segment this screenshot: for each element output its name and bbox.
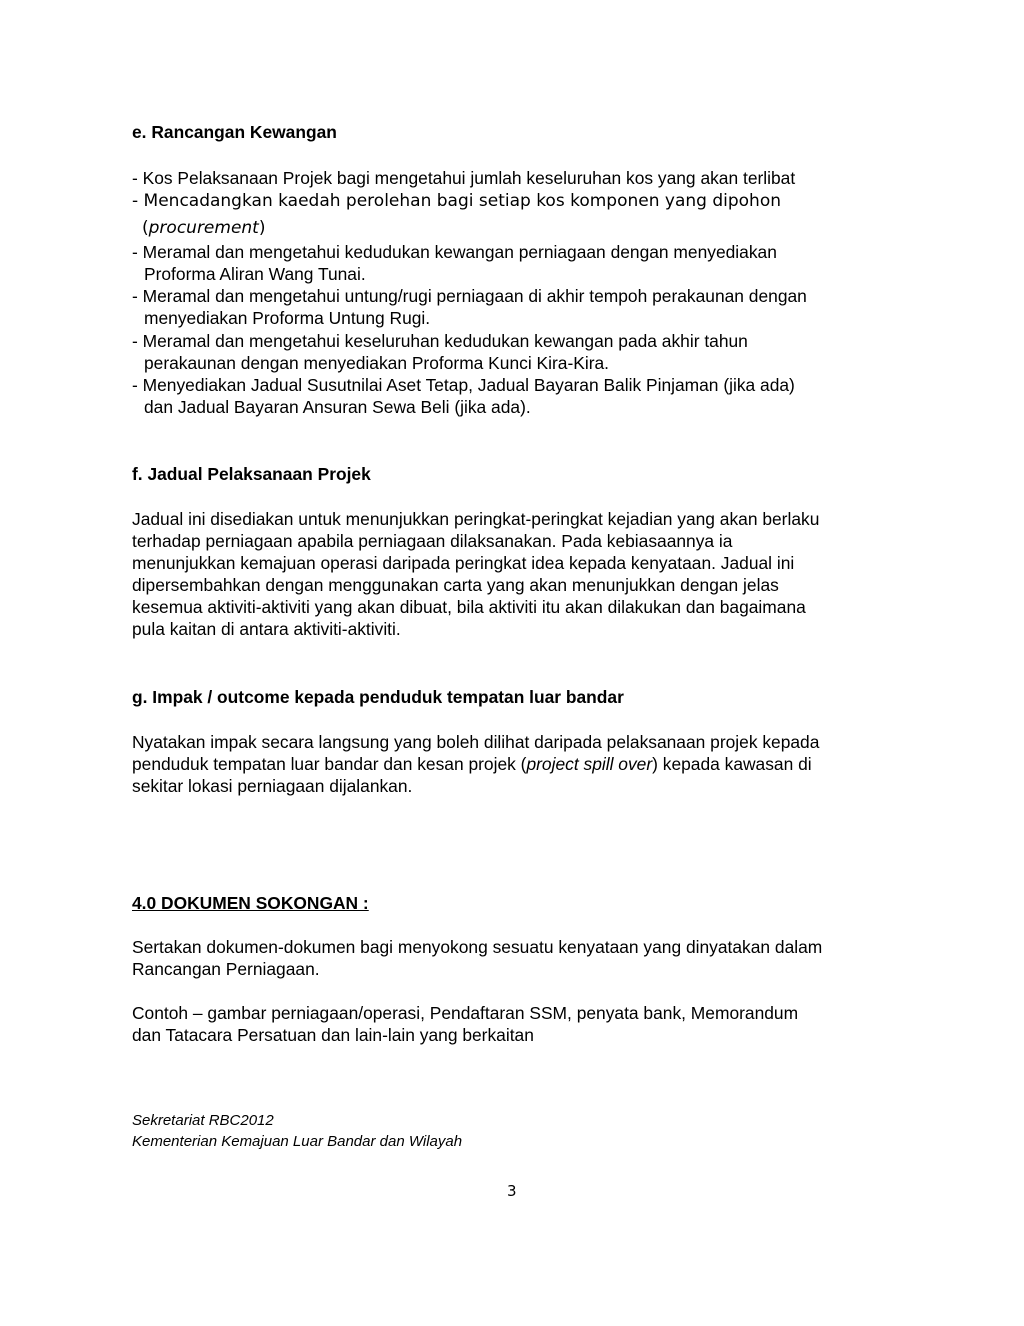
section-f-line: Jadual ini disediakan untuk menunjukkan peringkat-peringkat kejadian yang akan berlaku xyxy=(132,509,820,529)
section-4-heading: 4.0 DOKUMEN SOKONGAN : xyxy=(132,893,369,913)
section-e-line: - Mencadangkan kaedah perolehan bagi setiap kos komponen yang dipohon xyxy=(132,191,781,211)
section-g-line: Nyatakan impak secara langsung yang boleh dilihat daripada pelaksanaan projek kepada xyxy=(132,732,820,752)
section-e-heading: e. Rancangan Kewangan xyxy=(132,122,337,142)
section-e-line: menyediakan Proforma Untung Rugi. xyxy=(144,308,431,328)
section-4-line: Rancangan Perniagaan. xyxy=(132,959,320,979)
section-f-heading: f. Jadual Pelaksanaan Projek xyxy=(132,464,371,484)
section-e-line: - Meramal dan mengetahui keseluruhan kedudukan kewangan pada akhir tahun xyxy=(132,331,748,351)
section-f-line: dipersembahkan dengan menggunakan carta yang akan menunjukkan dengan jelas xyxy=(132,575,779,595)
section-f-line: menunjukkan kemajuan operasi daripada peringkat idea kepada kenyataan. Jadual ini xyxy=(132,553,795,573)
paren-close: ) xyxy=(258,218,266,238)
section-f-line: pula kaitan di antara aktiviti-aktiviti. xyxy=(132,619,401,639)
page-number: 3 xyxy=(507,1182,517,1200)
section-e-line: dan Jadual Bayaran Ansuran Sewa Beli (jika ada). xyxy=(144,397,531,417)
section-g-line: sekitar lokasi perniagaan dijalankan. xyxy=(132,776,413,796)
section-f-line: kesemua aktiviti-aktiviti yang akan dibuat, bila aktiviti itu akan dilakukan dan bagaimana xyxy=(132,597,806,617)
section-f-line: terhadap perniagaan apabila perniagaan dilaksanakan. Pada kebiasaannya ia xyxy=(132,531,733,551)
section-e-line: - Kos Pelaksanaan Projek bagi mengetahui jumlah keseluruhan kos yang akan terlibat xyxy=(132,168,796,188)
section-4-line: Contoh – gambar perniagaan/operasi, Pendaftaran SSM, penyata bank, Memorandum xyxy=(132,1003,799,1023)
section-g-line xyxy=(132,753,812,775)
section-4-line: dan Tatacara Persatuan dan lain-lain yang berkaitan xyxy=(132,1025,534,1045)
section-e-line: Proforma Aliran Wang Tunai. xyxy=(144,264,366,284)
text-run: ) kepada kawasan di xyxy=(652,754,812,774)
section-e-line: - Meramal dan mengetahui untung/rugi perniagaan di akhir tempoh perakaunan dengan xyxy=(132,286,807,306)
section-4-line: Sertakan dokumen-dokumen bagi menyokong sesuatu kenyataan yang dinyatakan dalam xyxy=(132,937,823,957)
footer-ministry: Kementerian Kemajuan Luar Bandar dan Wilayah xyxy=(132,1133,463,1150)
spill-over-term: project spill over xyxy=(526,754,653,774)
section-g-heading: g. Impak / outcome kepada penduduk tempatan luar bandar xyxy=(132,687,624,707)
paren-open: ( xyxy=(142,218,149,238)
section-e-line: perakaunan dengan menyediakan Proforma Kunci Kira-Kira. xyxy=(144,353,609,373)
text-run: penduduk tempatan luar bandar dan kesan projek ( xyxy=(132,754,527,774)
section-e-line: - Meramal dan mengetahui kedudukan kewangan perniagaan dengan menyediakan xyxy=(132,242,777,262)
section-e-line: - Menyediakan Jadual Susutnilai Aset Tetap, Jadual Bayaran Balik Pinjaman (jika ada) xyxy=(132,375,795,395)
section-e-line xyxy=(142,217,266,239)
procurement-term: procurement xyxy=(148,218,259,238)
footer-secretariat: Sekretariat RBC2012 xyxy=(132,1112,274,1129)
